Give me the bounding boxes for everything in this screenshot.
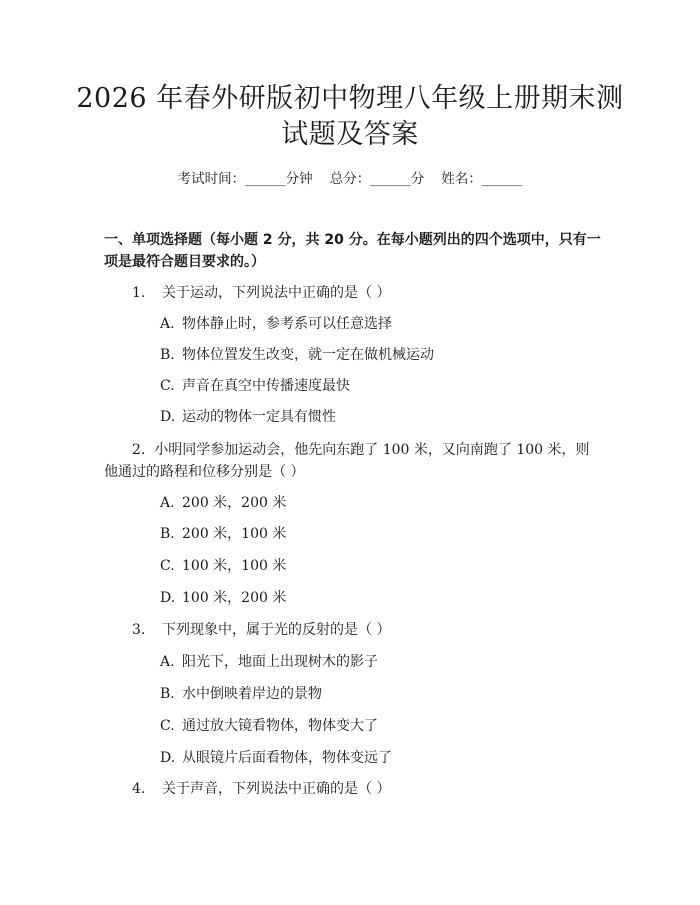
option-2a <box>160 493 600 513</box>
option-1c <box>160 376 600 396</box>
question-number: 4. <box>132 781 146 797</box>
option-1b <box>160 345 600 365</box>
question-2 <box>104 439 600 483</box>
option-letter: A. <box>160 316 175 332</box>
question-3 <box>104 619 604 641</box>
question-text: 关于运动，下列说法中正确的是（ ） <box>162 285 391 301</box>
question-number: 2. <box>132 442 146 458</box>
option-letter: D. <box>160 750 176 766</box>
question-text: 下列现象中，属于光的反射的是（ ） <box>162 622 391 638</box>
option-letter: A. <box>160 654 175 670</box>
option-text: 声音在真空中传播速度最快 <box>182 378 350 394</box>
option-3c <box>160 716 600 736</box>
option-letter: C. <box>160 378 175 394</box>
option-1d <box>160 407 600 427</box>
question-number: 1. <box>132 285 146 301</box>
option-3b <box>160 684 600 704</box>
section-heading: 一、单项选择题（每小题 2 分，共 20 分。在每小题列出的四个选项中，只有一项是最符合题目要求的。） <box>104 232 601 270</box>
option-letter: D. <box>160 590 176 606</box>
option-text: 100 米，200 米 <box>182 590 287 606</box>
option-text: 阳光下，地面上出现树木的影子 <box>182 654 378 670</box>
option-letter: B. <box>160 526 175 542</box>
option-text: 200 米，200 米 <box>182 495 287 511</box>
page-title-line2: 试题及答案 <box>281 119 419 150</box>
option-text: 物体位置发生改变，就一定在做机械运动 <box>182 347 434 363</box>
question-4 <box>104 778 604 800</box>
exam-meta-info: 考试时间：______分钟 总分：______分 姓名：______ <box>177 171 523 187</box>
question-number: 3. <box>132 622 146 638</box>
page-title-line1: 2026 年春外研版初中物理八年级上册期末测 <box>76 83 624 114</box>
option-2b <box>160 524 600 544</box>
question-1 <box>104 282 604 304</box>
option-letter: C. <box>160 558 175 574</box>
option-text: 水中倒映着岸边的景物 <box>182 686 322 702</box>
option-3d <box>160 748 600 768</box>
option-text: 通过放大镜看物体，物体变大了 <box>182 718 378 734</box>
option-text: 运动的物体一定具有惯性 <box>182 409 336 425</box>
option-text: 100 米，100 米 <box>182 558 287 574</box>
option-letter: C. <box>160 718 175 734</box>
option-letter: A. <box>160 495 175 511</box>
option-1a <box>160 314 600 334</box>
option-letter: B. <box>160 347 175 363</box>
option-letter: D. <box>160 409 176 425</box>
option-2c <box>160 556 600 576</box>
option-letter: B. <box>160 686 175 702</box>
option-3a <box>160 652 600 672</box>
option-text: 物体静止时，参考系可以任意选择 <box>182 316 392 332</box>
question-text: 关于声音，下列说法中正确的是（ ） <box>162 781 391 797</box>
option-text: 200 米，100 米 <box>182 526 287 542</box>
question-text: 小明同学参加运动会，他先向东跑了 100 米，又向南跑了 100 米，则他通过的路程和位移分别是（ ） <box>104 442 590 480</box>
option-text: 从眼镜片后面看物体，物体变远了 <box>182 750 392 766</box>
option-2d <box>160 588 600 608</box>
